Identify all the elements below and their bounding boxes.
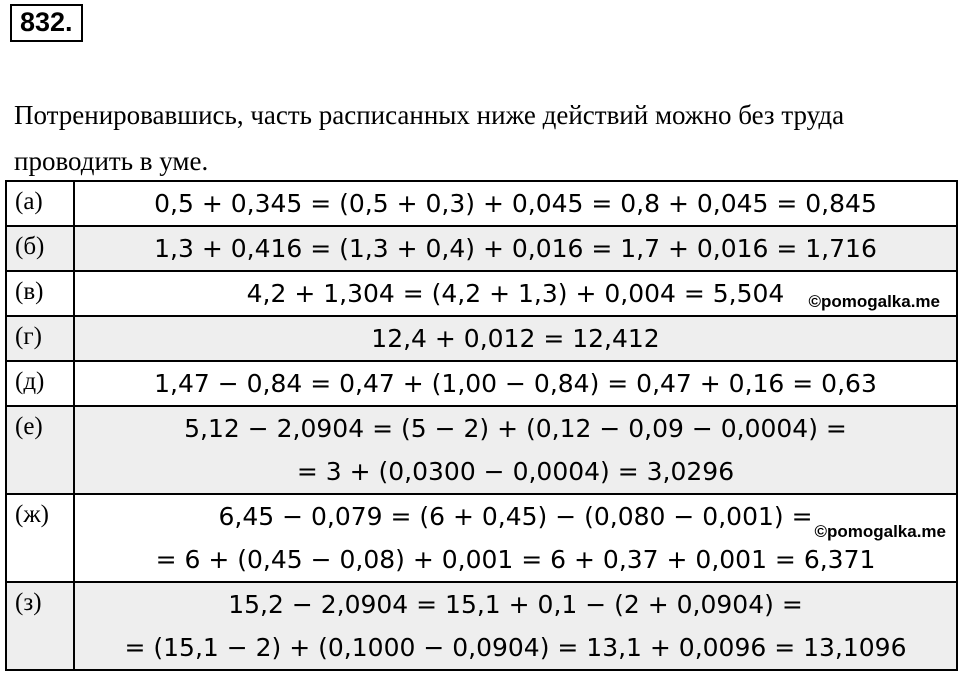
equation-line: 1,3 + 0,416 = (1,3 + 0,4) + 0,016 = 1,7 + 0,016 = 1,716 bbox=[154, 234, 877, 263]
row-label: (в) bbox=[6, 271, 74, 316]
equation-line: 5,12 − 2,0904 = (5 − 2) + (0,12 − 0,09 − 0,0004) = bbox=[184, 414, 847, 443]
row-label: (е) bbox=[6, 406, 74, 494]
row-label: (д) bbox=[6, 361, 74, 406]
row-label: (б) bbox=[6, 226, 74, 271]
row-label: (ж) bbox=[6, 494, 74, 582]
row-equation bbox=[74, 181, 957, 226]
table-row bbox=[6, 181, 957, 226]
row-equation bbox=[74, 271, 957, 316]
equation-line: 12,4 + 0,012 = 12,412 bbox=[371, 324, 660, 353]
table-row bbox=[6, 406, 957, 494]
equation-line: 1,47 − 0,84 = 0,47 + (1,00 − 0,84) = 0,47 + 0,16 = 0,63 bbox=[154, 369, 877, 398]
row-label: (з) bbox=[6, 582, 74, 670]
row-equation bbox=[74, 361, 957, 406]
watermark: ©pomogalka.me bbox=[814, 522, 946, 541]
row-equation bbox=[74, 582, 957, 670]
equation-line: 15,2 − 2,0904 = 15,1 + 0,1 − (2 + 0,0904) = bbox=[228, 590, 803, 619]
equation-line: = (15,1 − 2) + (0,1000 − 0,0904) = 13,1 + 0,0096 = 13,1096 bbox=[124, 633, 907, 662]
equation-line: 0,5 + 0,345 = (0,5 + 0,3) + 0,045 = 0,8 + 0,045 = 0,845 bbox=[154, 189, 877, 218]
row-equation bbox=[74, 494, 957, 582]
intro-text: Потренировавшись, часть расписанных ниже действий можно без труда проводить в уме. bbox=[14, 100, 845, 176]
equation-line: = 3 + (0,0300 − 0,0004) = 3,0296 bbox=[296, 457, 735, 486]
row-equation bbox=[74, 226, 957, 271]
table-row bbox=[6, 271, 957, 316]
solution-table bbox=[5, 180, 958, 671]
equation-line: 6,45 − 0,079 = (6 + 0,45) − (0,080 − 0,001) = bbox=[218, 502, 813, 531]
row-equation bbox=[74, 406, 957, 494]
equation-line: = 6 + (0,45 − 0,08) + 0,001 = 6 + 0,37 + 0,001 = 6,371 bbox=[155, 545, 876, 574]
table-row bbox=[6, 226, 957, 271]
watermark: ©pomogalka.me bbox=[808, 292, 940, 311]
table-row bbox=[6, 582, 957, 670]
table-row bbox=[6, 361, 957, 406]
table-row bbox=[6, 494, 957, 582]
problem-number: 832. bbox=[10, 4, 83, 42]
row-label: (г) bbox=[6, 316, 74, 361]
row-equation bbox=[74, 316, 957, 361]
table-row bbox=[6, 316, 957, 361]
equation-line: 4,2 + 1,304 = (4,2 + 1,3) + 0,004 = 5,504 bbox=[246, 279, 785, 308]
row-label: (а) bbox=[6, 181, 74, 226]
